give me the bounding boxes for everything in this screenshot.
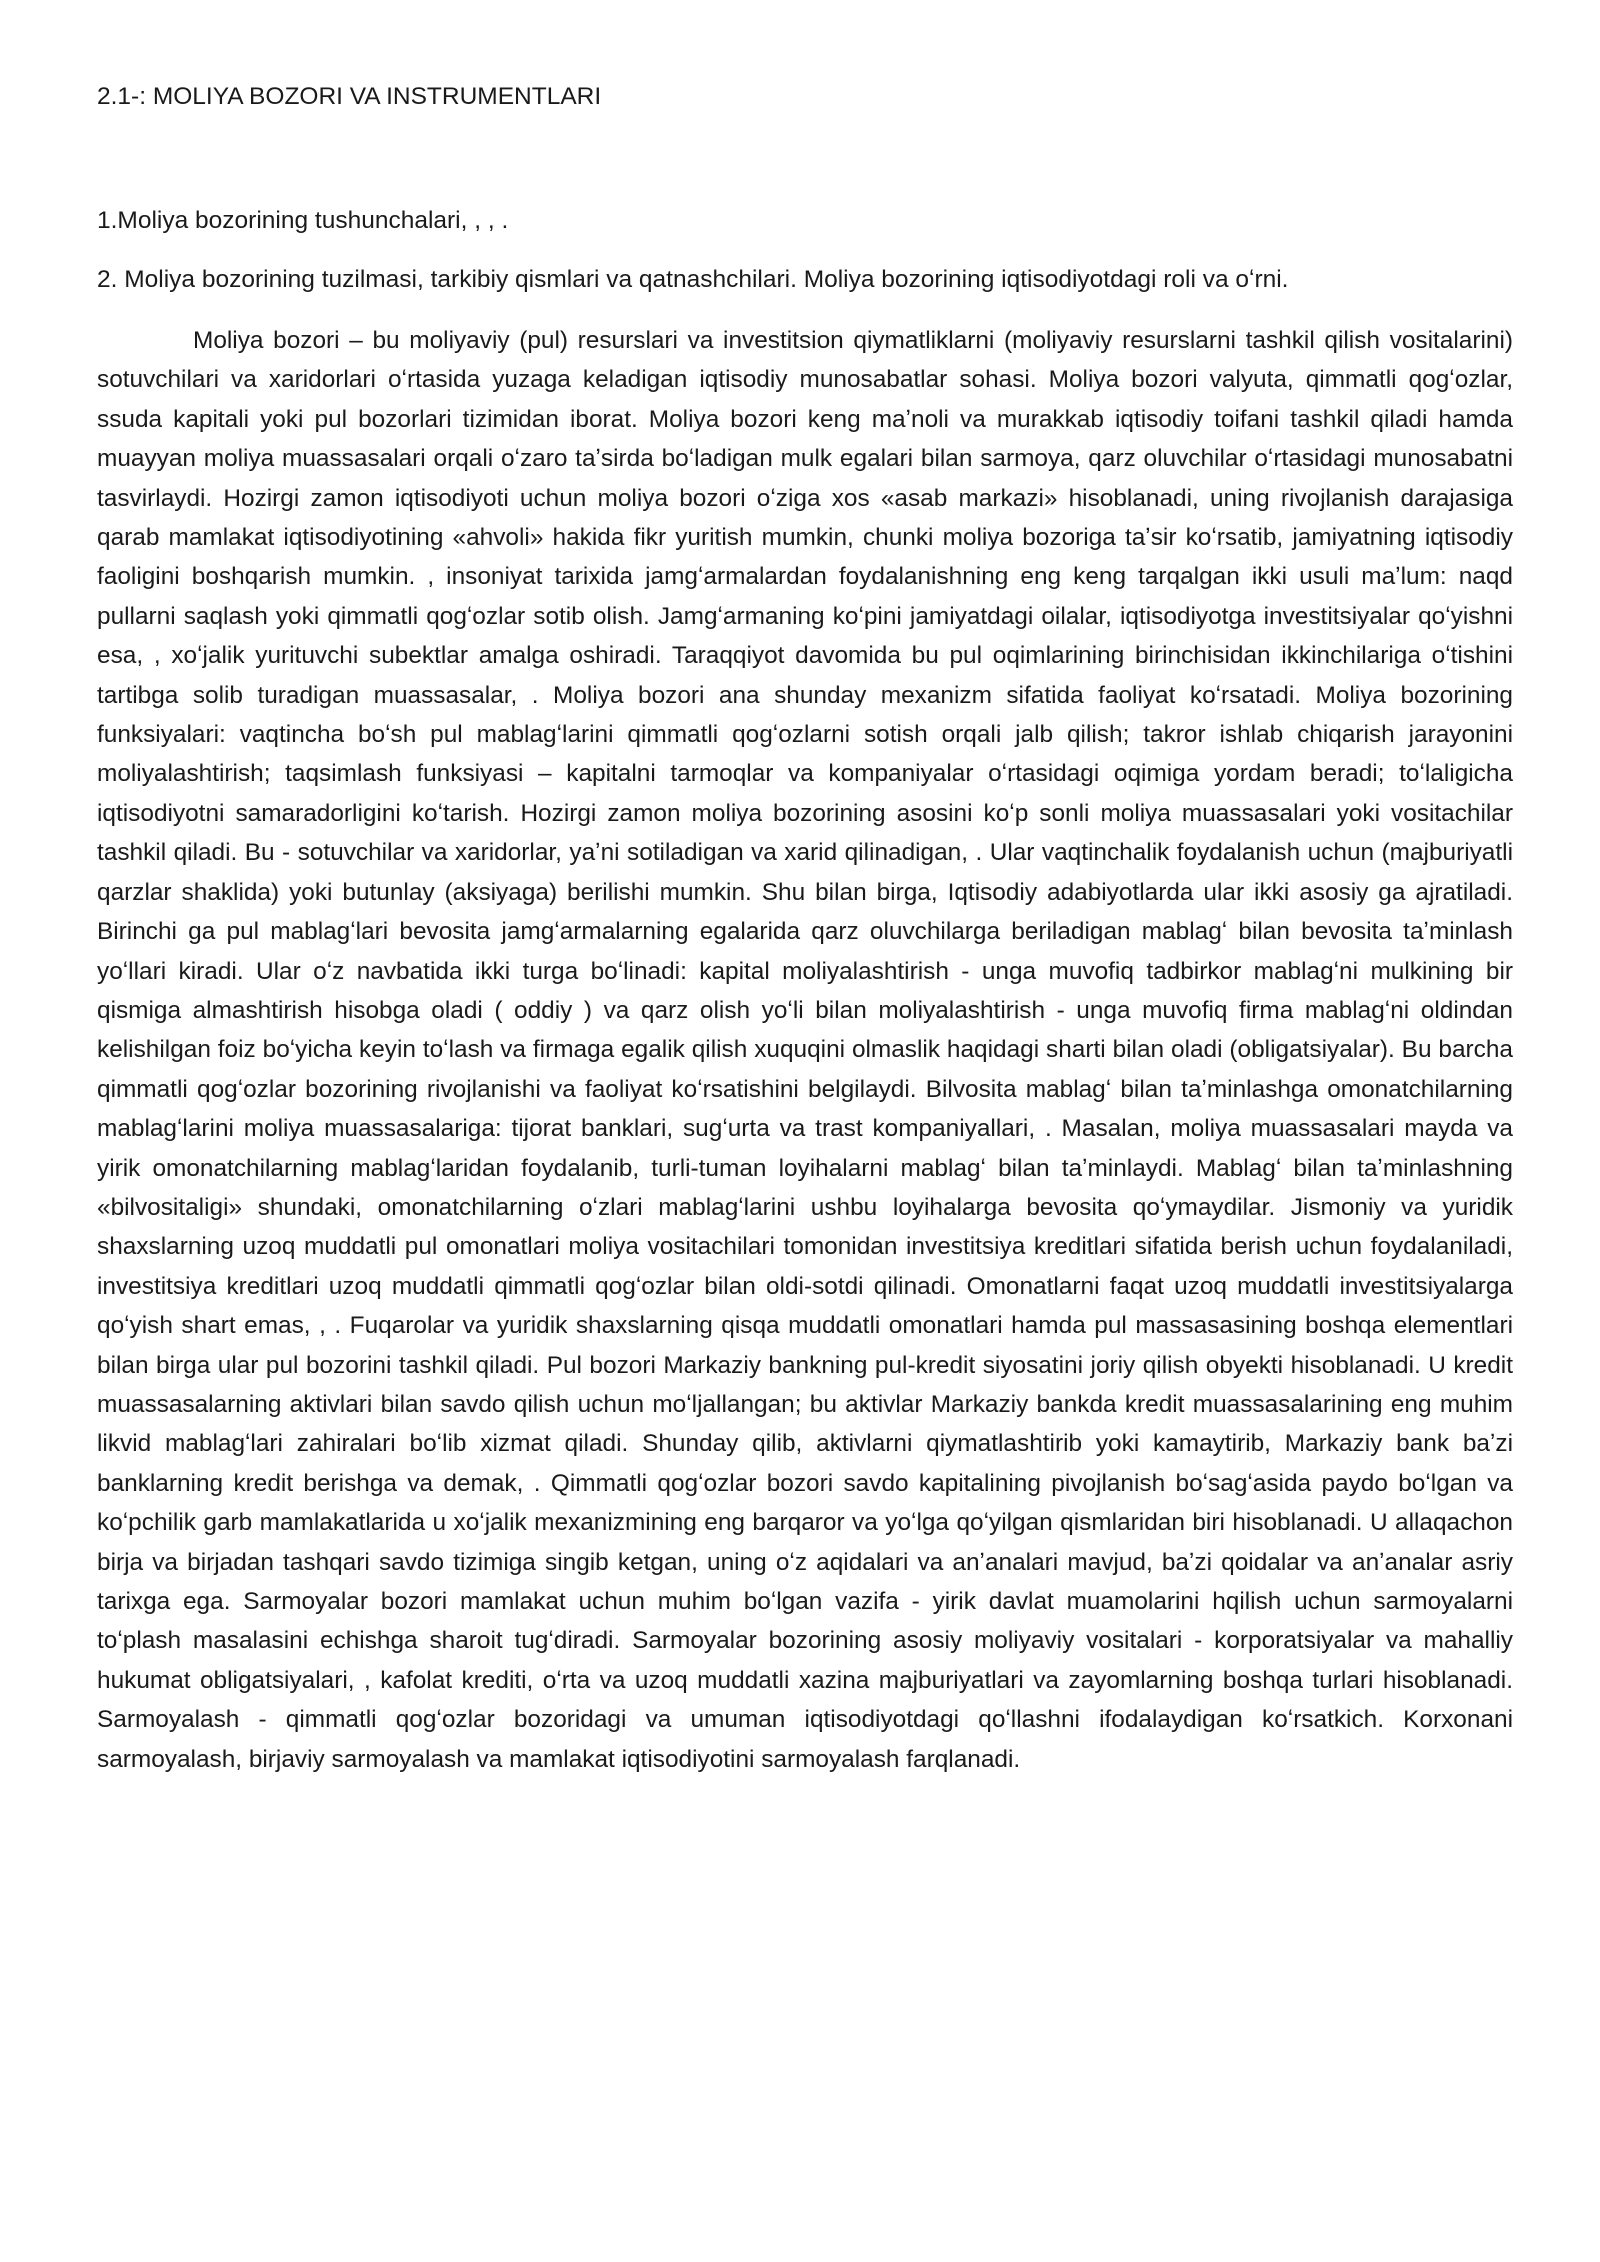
topic-item-1: 1.Moliya bozorining tushunchalari, , , . [97,207,509,234]
body-paragraph: Moliya bozori – bu moliyaviy (pul) resurslari va investitsion qiymatliklarni (moliyaviy resurslarni tashkil qilish vositalarini) sotuvchilari va xaridorlari oʻrtasida yuzaga keladigan iqtisodiy munosabatlar sohasi. Moliya bozori valyuta, qimmatli qogʻozlar, ssuda kapitali yoki pul bozorlari tizimidan iborat. Moliya bozori keng maʼnoli va murakkab iqtisodiy toifani tashkil qiladi hamda muayyan moliya muassasalari orqali oʻzaro taʼsirda boʻladigan mulk egalari bilan sarmoya, qarz oluvchilar oʻrtasidagi munosabatni tasvirlaydi. Hozirgi zamon iqtisodiyoti uchun moliya bozori oʻziga xos «asab markazi» hisoblanadi, uning rivojlanish darajasiga qarab mamlakat iqtisodiyotining «ahvoli» hakida fikr yuritish mumkin, chunki moliya bozoriga taʼsir koʻrsatib, jamiyatning iqtisodiy faoligini boshqarish mumkin. , insoniyat tarixida jamgʻarmalardan foydalanishning eng keng tarqalgan ikki usuli maʼlum: naqd pullarni saqlash yoki qimmatli qogʻozlar sotib olish. Jamgʻarmaning koʻpini jamiyatdagi oilalar, iqtisodiyotga investitsiyalar qoʻyishni esa, , xoʻjalik yurituvchi subektlar amalga oshiradi. Taraqqiyot davomida bu pul oqimlarining birinchisidan ikkinchilariga oʻtishini tartibga solib turadigan muassasalar, . Moliya bozori ana shunday mexanizm sifatida faoliyat koʻrsatadi. Moliya bozorining funksiyalari: vaqtincha boʻsh pul mablagʻlarini qimmatli qogʻozlarni sotish orqali jalb qilish; takror ishlab chiqarish jarayonini moliyalashtirish; taqsimlash funksiyasi – kapitalni tarmoqlar va kompaniyalar oʻrtasidagi oqimiga yordam beradi; toʻlaligicha iqtisodiyotni samaradorligini koʻtarish. Hozirgi zamon moliya bozorining asosini koʻp sonli moliya muassasalari yoki vositachilar tashkil qiladi. Bu - sotuvchilar va xaridorlar, yaʼni sotiladigan va xarid qilinadigan, . Ular vaqtinchalik foydalanish uchun (majburiyatli qarzlar shaklida) yoki butunlay (aksiyaga) berilishi mumkin. Shu bilan birga, Iqtisodiy adabiyotlarda ular ikki asosiy ga ajratiladi. Birinchi ga pul mablagʻlari bevosita jamgʻarmalarning egalarida qarz oluvchilarga beriladigan mablagʻ bilan bevosita taʼminlash yoʻllari kiradi. Ular oʻz navbatida ikki turga boʻlinadi: kapital moliyalashtirish - unga muvofiq tadbirkor mablagʻni mulkining bir qismiga almashtirish hisobga oladi ( oddiy ) va qarz olish yoʻli bilan moliyalashtirish - unga muvofiq firma mablagʻni oldindan kelishilgan foiz boʻyicha keyin toʻlash va firmaga egalik qilish xuquqini olmaslik haqidagi sharti bilan oladi (obligatsiyalar). Bu barcha qimmatli qogʻozlar bozorining rivojlanishi va faoliyat koʻrsatishini belgilaydi. Bilvosita mablagʻ bilan taʼminlashga omonatchilarning mablagʻlarini moliya muassasalariga: tijorat banklari, sugʻurta va trast kompaniyallari, . Masalan, moliya muassasalari mayda va yirik omonatchilarning mablagʻlaridan foydalanib, turli-tuman loyihalarni mablagʻ bilan taʼminlaydi. Mablagʻ bilan taʼminlashning «bilvositaligi» shundaki, omonatchilarning oʻzlari mablagʻlarini ushbu loyihalarga bevosita qoʻymaydilar. Jismoniy va yuridik shaxslarning uzoq muddatli pul omonatlari moliya vositachilari tomonidan investitsiya kreditlari sifatida berish uchun foydalaniladi, investitsiya kreditlari uzoq muddatli qimmatli qogʻozlar bilan oldi-sotdi qilinadi. Omonatlarni faqat uzoq muddatli investitsiyalarga qoʻyish shart emas, , . Fuqarolar va yuridik shaxslarning qisqa muddatli omonatlari hamda pul massasasining boshqa elementlari bilan birga ular pul bozorini tashkil qiladi. Pul bozori Markaziy bankning pul-kredit siyosatini joriy qilish obyekti hisoblanadi. U kredit muassasalarning aktivlari bilan savdo qilish uchun moʻljallangan; bu aktivlar Markaziy bankda kredit muassasalarining eng muhim likvid mablagʻlari zahiralari boʻlib xizmat qiladi. Shunday qilib, aktivlarni qiymatlashtirib yoki kamaytirib, Markaziy bank baʼzi banklarning kredit berishga va demak, . Qimmatli qogʻozlar bozori savdo kapitalining pivojlanish boʻsagʻasida paydo boʻlgan va koʻpchilik garb mamlakatlarida u xoʻjalik mexanizmining eng barqaror va yoʻlga qoʻyilgan qismlaridan biri hisoblanadi. U allaqachon birja va birjadan tashqari savdo tizimiga singib ketgan, uning oʻz aqidalari va anʼanalari mavjud, baʼzi qoidalar va anʼanalar asriy tarixga ega. Sarmoyalar bozori mamlakat uchun muhim boʻlgan vazifa - yirik davlat muamolarini hqilish uchun sarmoyalarni toʻplash masalasini echishga sharoit tugʻdiradi. Sarmoyalar bozorining asosiy moliyaviy vositalari - korporatsiyalar va mahalliy hukumat obligatsiyalari, , kafolat krediti, oʻrta va uzoq muddatli xazina majburiyatlari va zayomlarning boshqa turlari hisoblanadi. Sarmoyalash - qimmatli qogʻozlar bozoridagi va umuman iqtisodiyotdagi qoʻllashni ifodalaydigan koʻrsatkich. Korxonani sarmoyalash, birjaviy sarmoyalash va mamlakat iqtisodiyotini sarmoyalash farqlanadi. [97,327,1513,1773]
document-heading: 2.1-: MOLIYA BOZORI VA INSTRUMENTLARI [97,83,602,110]
topic-item-2: 2. Moliya bozorining tuzilmasi, tarkibiy qismlari va qatnashchilari. Moliya bozorining iqtisodiyotdagi roli va oʻrni. [97,266,1289,293]
